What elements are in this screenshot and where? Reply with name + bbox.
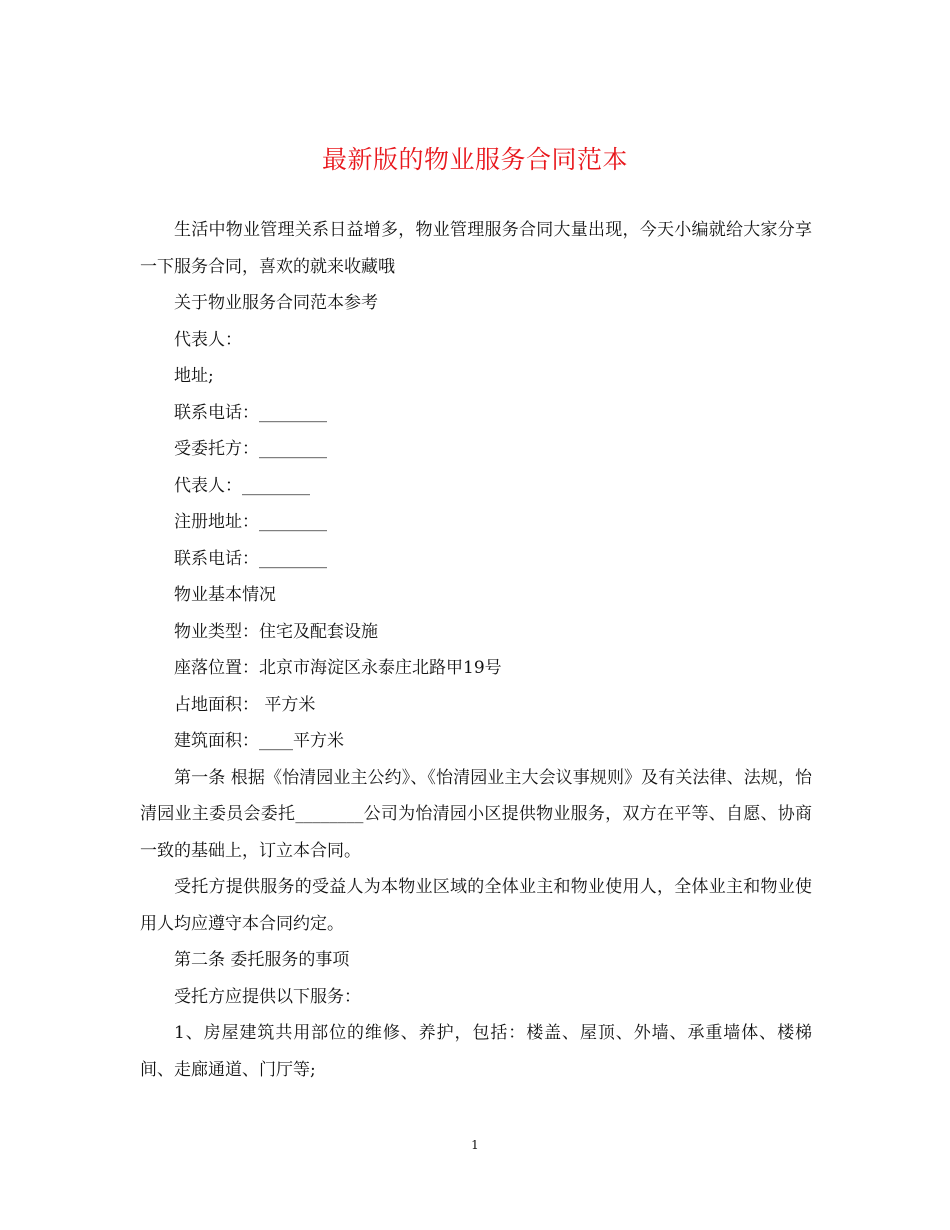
paragraph-representative: 代表人：: [174, 329, 242, 350]
paragraph-article-1: 第一条 根据《怡清园业主公约》、《怡清园业主大会议事规则》及有关法律、法规，怡清园业主委员会委托________公司为怡清园小区提供物业服务，双方在平等、自愿、协商一致的基础上，订立本合同。: [140, 767, 812, 861]
paragraph-registered-address: 注册地址：________: [174, 512, 327, 532]
paragraph-reference: 关于物业服务合同范本参考: [174, 293, 378, 313]
paragraph-service-1: 1、房屋建筑共用部位的维修、养护，包括：楼盖、屋顶、外墙、承重墙体、楼梯间、走廊通道、门厅等;: [140, 1023, 812, 1080]
paragraph-trustee-phone: 联系电话：________: [174, 548, 327, 569]
paragraph-beneficiaries: 受托方提供服务的受益人为本物业区域的全体业主和物业使用人，全体业主和物业使用人均应遵守本合同约定。: [140, 877, 812, 934]
paragraph-article-2: 第二条 委托服务的事项: [174, 950, 350, 970]
paragraph-property-basics: 物业基本情况: [174, 585, 276, 605]
document-body: [140, 212, 812, 1088]
paragraph-land-area: 占地面积： 平方米: [174, 694, 316, 715]
paragraph-trustee: 受委托方：________: [174, 439, 327, 459]
document-title: 最新版的物业服务合同范本: [321, 145, 628, 174]
page-number: 1: [471, 1138, 479, 1152]
paragraph-address: 地址;: [174, 366, 214, 386]
paragraph-property-type: 物业类型：住宅及配套设施: [174, 621, 378, 642]
paragraph-services-intro: 受托方应提供以下服务：: [174, 986, 361, 1007]
paragraph-location: 座落位置：北京市海淀区永泰庄北路甲19号: [174, 658, 502, 678]
paragraph-trustee-representative: 代表人：________: [174, 475, 310, 496]
paragraph-intro: 生活中物业管理关系日益增多，物业管理服务合同大量出现，今天小编就给大家分享一下服务合同，喜欢的就来收藏哦: [140, 220, 812, 277]
paragraph-building-area: 建筑面积：____平方米: [174, 731, 344, 751]
paragraph-phone: 联系电话：________: [174, 402, 327, 423]
